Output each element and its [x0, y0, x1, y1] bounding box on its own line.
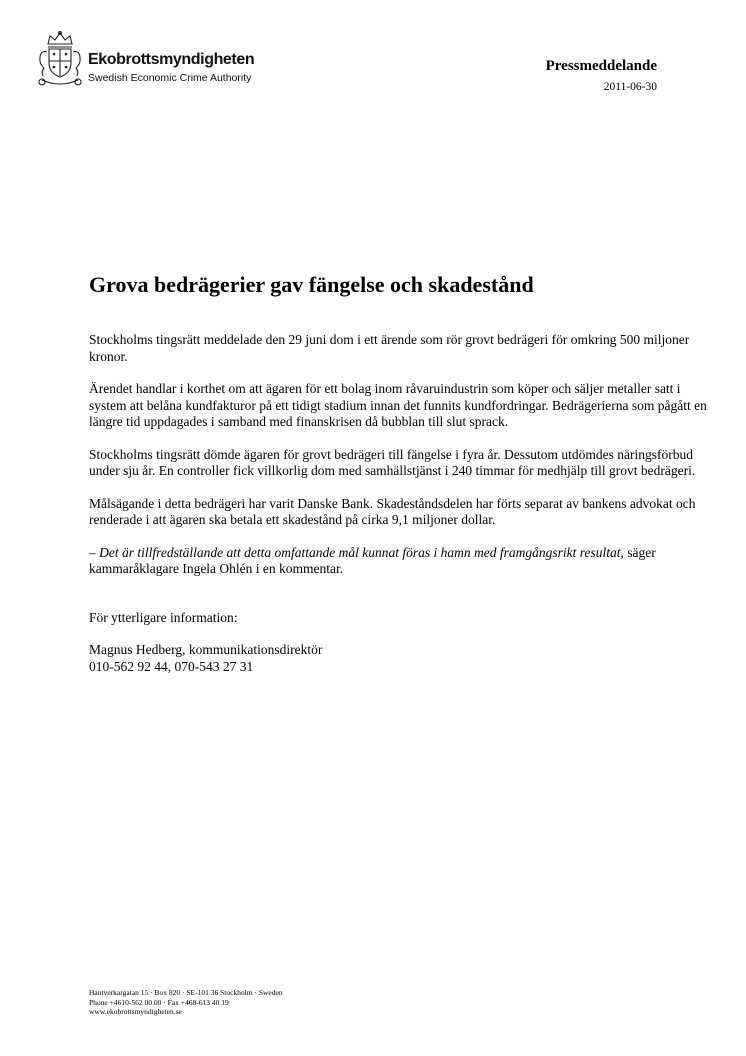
quote-paragraph [89, 545, 709, 578]
article [89, 272, 709, 691]
coat-of-arms-icon [34, 30, 86, 92]
paragraph: Målsägande i detta bedrägeri har varit Danske Bank. Skadeståndsdelen har förts separat av bankens advokat och renderade i att ägaren ska betala ett skadestånd på cirka 9,1 miljoner dollar. [89, 495, 696, 527]
footer-phone: Phone +4610-562 00 00 · Fax +468-613 40 19 [89, 997, 229, 1007]
org-subtitle: Swedish Economic Crime Authority [88, 72, 252, 84]
headline: Grova bedrägerier gav fängelse och skadestånd [89, 272, 534, 297]
footer-address: Hantverkargatan 15 · Box 820 · SE-101 36 Stockholm · Sweden [89, 988, 283, 997]
quote-text: – Det är tillfredställande att detta omfattande mål kunnat föras i hamn med framgångsrikt resultat [89, 544, 621, 560]
contact-phone: 010-562 92 44, 070-543 27 31 [89, 658, 254, 674]
quote-attribution: , säger kammaråklagare Ingela Ohlén i en kommentar. [89, 544, 656, 576]
paragraph: Stockholms tingsrätt meddelade den 29 juni dom i ett ärende som rör grovt bedrägeri för omkring 500 miljoner kronor. [89, 332, 690, 364]
doc-date: 2011-06-30 [603, 81, 657, 93]
footer-web-link[interactable]: www.ekobrottsmyndigheten.se [89, 1007, 182, 1016]
paragraph: Stockholms tingsrätt dömde ägaren för grovt bedrägeri till fängelse i fyra år. Dessutom utdömdes näringsförbud under sju år. En controller fick villkorlig dom med samhällstjänst i 240 timmar för medhjälp till grovt bedrägeri. [89, 446, 696, 478]
paragraph: Ärendet handlar i korthet om att ägaren för ett bolag inom råvaruindustrin som köper och säljer metaller satt i system att belåna kundfakturor på ett tidigt stadium innan det funnits kundfordringar. Bedrägerierna som pågått en längre tid uppdagades i samband med finanskrisen då bubblan till slut sprack. [89, 381, 707, 429]
contact-heading: För ytterligare information: [89, 609, 238, 625]
logo [34, 30, 294, 94]
org-name: Ekobrottsmyndigheten [88, 51, 255, 68]
footer [89, 988, 283, 1017]
doc-type: Pressmeddelande [545, 58, 657, 74]
contact-name: Magnus Hedberg, kommunikationsdirektör [89, 642, 323, 657]
contact-block [89, 642, 709, 675]
